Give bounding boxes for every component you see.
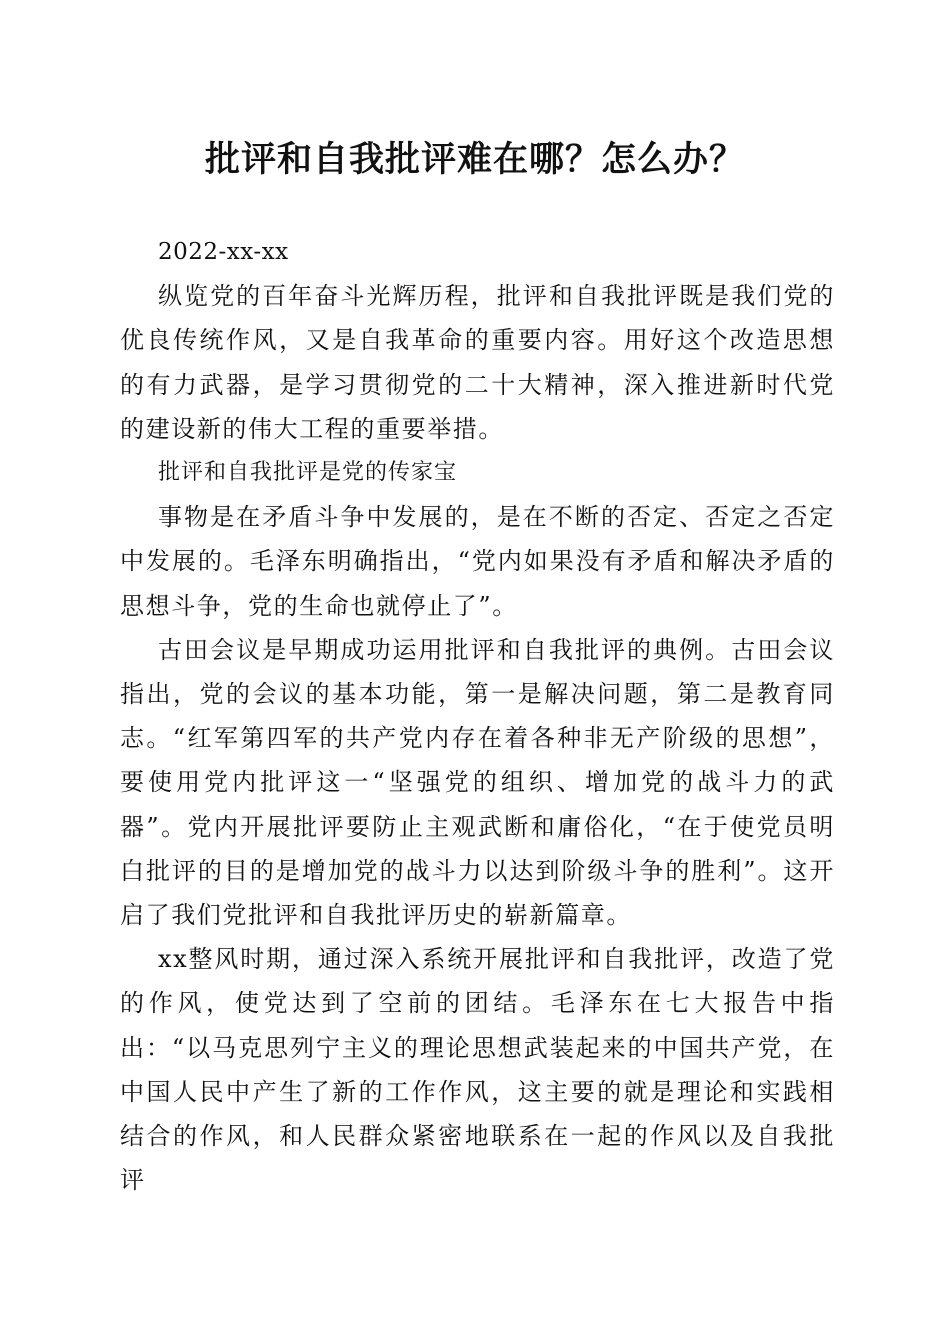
section-heading: 批评和自我批评是党的传家宝 (158, 460, 458, 486)
document-date: 2022-xx-xx (158, 239, 289, 265)
paragraph-contradiction: 事物是在矛盾斗争中发展的，是在不断的否定、否定之否定中发展的。毛泽东明确指出，“党内如果没有矛盾和解决矛盾的思想斗争，党的生命也就停止了”。 (120, 503, 835, 620)
document-title: 批评和自我批评难在哪？怎么办？ (204, 139, 745, 180)
paragraph-rectification: xx整风时期，通过深入系统开展批评和自我批评，改造了党的作风，使党达到了空前的团结。毛泽东在七大报告中指出：“以马克思列宁主义的理论思想武装起来的中国共产党，在中国人民中产生了新的工作作风，这主要的就是理论和实践相结合的作风，和人民群众紧密地联系在一起的作风以及自我批评 (120, 945, 835, 1195)
paragraph-gutian: 古田会议是早期成功运用批评和自我批评的典例。古田会议指出，党的会议的基本功能，第一是解决问题，第二是教育同志。“红军第四军的共产党内存在着各种非无产阶级的思想”，要使用党内批评这一“坚强党的组织、增加党的战斗力的武器”。党内开展批评要防止主观武断和庸俗化，“在于使党员明白批评的目的是增加党的战斗力以达到阶级斗争的胜利”。这开启了我们党批评和自我批评历史的崭新篇章。 (120, 635, 835, 930)
document-body (120, 230, 835, 1202)
paragraph-intro: 纵览党的百年奋斗光辉历程，批评和自我批评既是我们党的优良传统作风，又是自我革命的重要内容。用好这个改造思想的有力武器，是学习贯彻党的二十大精神，深入推进新时代党的建设新的伟大工程的重要举措。 (120, 282, 835, 443)
